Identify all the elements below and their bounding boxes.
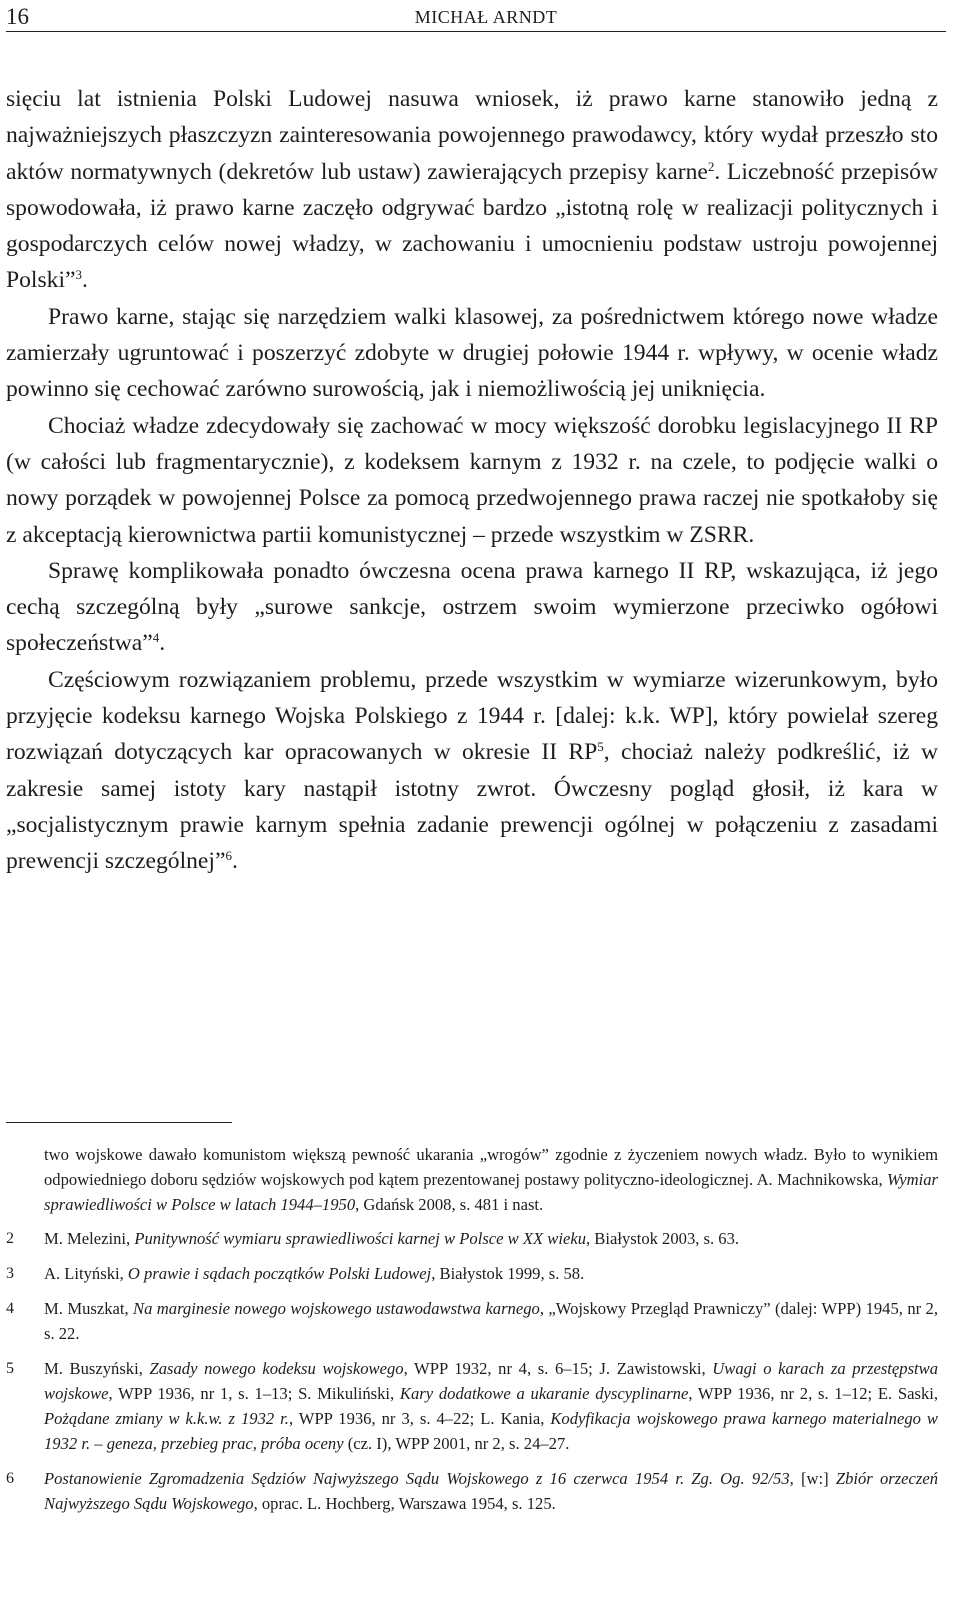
footnote-5-part-2: , WPP 1932, nr 4, s. 6–15; J. Zawistowski, [403,1359,713,1378]
footnote-continuation-part-a: two wojskowe dawało komunistom większą pewność ukarania „wrogów” zgodnie z życzeniem nowych władz. Było to wynikiem odpowiedniego doboru sędziów wojskowych pod kątem prezentowanej postawy polityczno-ideologicznej. A. Machnikowska, [44,1145,938,1189]
footnote-5-part-4: , WPP 1936, nr 2, s. 1–12; E. Saski, [688,1384,938,1403]
footnote-5-title-4: Pożądane zmiany w k.k.w. z 1932 r. [44,1409,289,1428]
paragraph-1 [6,81,938,299]
page-header [6,0,946,32]
paragraph-1-text-b: . Liczebność przepisów spowodowała, iż prawo karne zaczęło odgrywać bardzo „istotną rolę w realizacji politycznych i gospodarczych celów nowej władzy, w zachowaniu i umocnieniu podstaw ustroju powojennej Polski” [6,158,938,294]
paragraph-4 [6,553,938,662]
footnote-4-title: Na marginesie nowego wojskowego ustawodawstwa karnego [133,1299,540,1318]
footnote-5-part-3: , WPP 1936, nr 1, s. 1–13; S. Mikuliński, [108,1384,400,1403]
footnote-6-text [44,1466,938,1516]
footnote-5-part-1: M. Buszyński, [44,1359,150,1378]
footnote-5-title-1: Zasady nowego kodeksu wojskowego [149,1359,404,1378]
footnote-5-part-5: , WPP 1936, nr 3, s. 4–22; L. Kania, [288,1409,551,1428]
footnote-5-number: 5 [6,1360,14,1377]
footnote-2 [6,1226,938,1251]
footnote-6-part-2: , oprac. L. Hochberg, Warszawa 1954, s. 125. [253,1494,556,1513]
footnote-2-author: M. Melezini, [44,1229,135,1248]
footnote-4-details: , „Wojskowy Przegląd Prawniczy” (dalej: WPP) 1945, nr 2, s. 22. [44,1299,938,1343]
footnote-3 [6,1261,938,1286]
paragraph-2: Prawo karne, stając się narzędziem walki klasowej, za pośrednictwem którego nowe władze zamierzały ugruntować i poszerzyć zdobyte w drugiej połowie 1944 r. wpływy, w ocenie władz powinno się cechować zarówno surowością, jak i niemożliwością jej uniknięcia. [6,303,938,403]
footnote-3-number: 3 [6,1265,14,1282]
footnote-continuation-text [44,1142,938,1217]
footnote-ref-2: 2 [707,158,715,174]
footnote-4-text [44,1296,938,1346]
footnotes [6,1142,938,1526]
footnote-4 [6,1296,938,1346]
footnote-3-author: A. Lityński, [44,1264,128,1283]
footnote-4-number: 4 [6,1300,14,1317]
paragraph-3: Chociaż władze zdecydowały się zachować w mocy większość dorobku legislacyjnego II RP (w całości lub fragmentarycznie), z kodeksem karnym z 1932 r. na czele, to podjęcie walki o nowy porządek w powojennej Polsce za pomocą przedwojennego prawa raczej nie spotkałoby się z akceptacją kierownictwa partii komunistycznej – przede wszystkim w ZSRR. [6,412,938,548]
paragraph-5-text-c: . [231,848,238,875]
footnote-separator [6,1122,232,1123]
page-number: 16 [6,4,29,29]
footnote-ref-3: 3 [75,267,82,283]
footnote-2-number: 2 [6,1230,14,1247]
paragraph-4-text-b: . [159,630,166,657]
footnote-5-title-2: Uwagi o karach za przestępstwa wojskowe [44,1359,939,1403]
footnote-3-title: O prawie i sądach początków Polski Ludowej [127,1264,432,1283]
footnote-continuation [6,1142,938,1217]
footnote-5-part-6: (cz. I), WPP 2001, nr 2, s. 24–27. [343,1434,570,1453]
footnote-continuation-title: Wymiar sprawiedliwości w Polsce w latach 1944–1950 [44,1170,938,1214]
paragraph-5 [6,662,938,880]
paragraph-1-text-c: . [81,267,88,294]
paragraph-4-text-a: Sprawę komplikowała ponadto ówczesna ocena prawa karnego II RP, wskazująca, iż jego cechą szczególną były „surowe sankcje, ostrzem swoim wymierzone przeciwko ogółowi społeczeństwa” [6,557,938,657]
footnote-5-title-5: Kodyfikacja wojskowego prawa karnego materialnego w 1932 r. – geneza, przebieg prac, próba oceny [44,1409,938,1453]
footnote-2-text [44,1226,938,1251]
footnote-6-part-1: , [w:] [789,1469,836,1488]
footnote-ref-5: 5 [597,739,604,755]
footnote-6-title-1: Postanowienie Zgromadzenia Sędziów Najwyższego Sądu Wojskowego z 16 czerwca 1954 r. Zg. Og. 92/53 [44,1469,790,1488]
footnote-5-text [44,1356,938,1456]
paragraph-5-text-b: , chociaż należy podkreślić, iż w zakresie samej istoty kary nastąpił istotny zwrot. Ówczesny pogląd głosił, iż kara w „socjalistycznym prawie karnym spełnia zadanie prewencji ogólnej w połączeniu z zasadami prewencji szczególnej” [6,739,938,875]
footnote-continuation-part-b: , Gdańsk 2008, s. 481 i nast. [355,1195,544,1214]
footnote-6 [6,1466,938,1516]
footnote-2-details: , Białystok 2003, s. 63. [586,1229,740,1248]
footnote-6-number: 6 [6,1470,14,1487]
footnote-ref-4: 4 [152,630,160,646]
footnote-2-title: Punitywność wymiaru sprawiedliwości karnej w Polsce w XX wieku [134,1229,586,1248]
running-head: MICHAŁ ARNDT [414,7,558,27]
footnote-6-title-2: Zbiór orzeczeń Najwyższego Sądu Wojskowego [44,1469,939,1513]
paragraph-1-text-a: sięciu lat istnienia Polski Ludowej nasuwa wniosek, iż prawo karne stanowiło jedną z najważniejszych płaszczyzn zainteresowania powojennego prawodawcy, który wydał przeszło sto aktów normatywnych (dekretów lub ustaw) zawierających przepisy karne [6,86,938,185]
paragraph-5-text-a: Częściowym rozwiązaniem problemu, przede wszystkim w wymiarze wizerunkowym, było przyjęcie kodeksu karnego Wojska Polskiego z 1944 r. [dalej: k.k. WP], który powielał szereg rozwiązań dotyczących kar opracowanych w okresie II RP [6,666,938,766]
footnote-3-details: , Białystok 1999, s. 58. [431,1264,585,1283]
footnote-3-text [44,1261,938,1286]
footnote-5 [6,1356,938,1456]
footnote-ref-6: 6 [225,848,232,864]
footnote-5-title-3: Kary dodatkowe a ukaranie dyscyplinarne [399,1384,689,1403]
footnote-4-author: M. Muszkat, [44,1299,134,1318]
main-text [6,81,938,880]
